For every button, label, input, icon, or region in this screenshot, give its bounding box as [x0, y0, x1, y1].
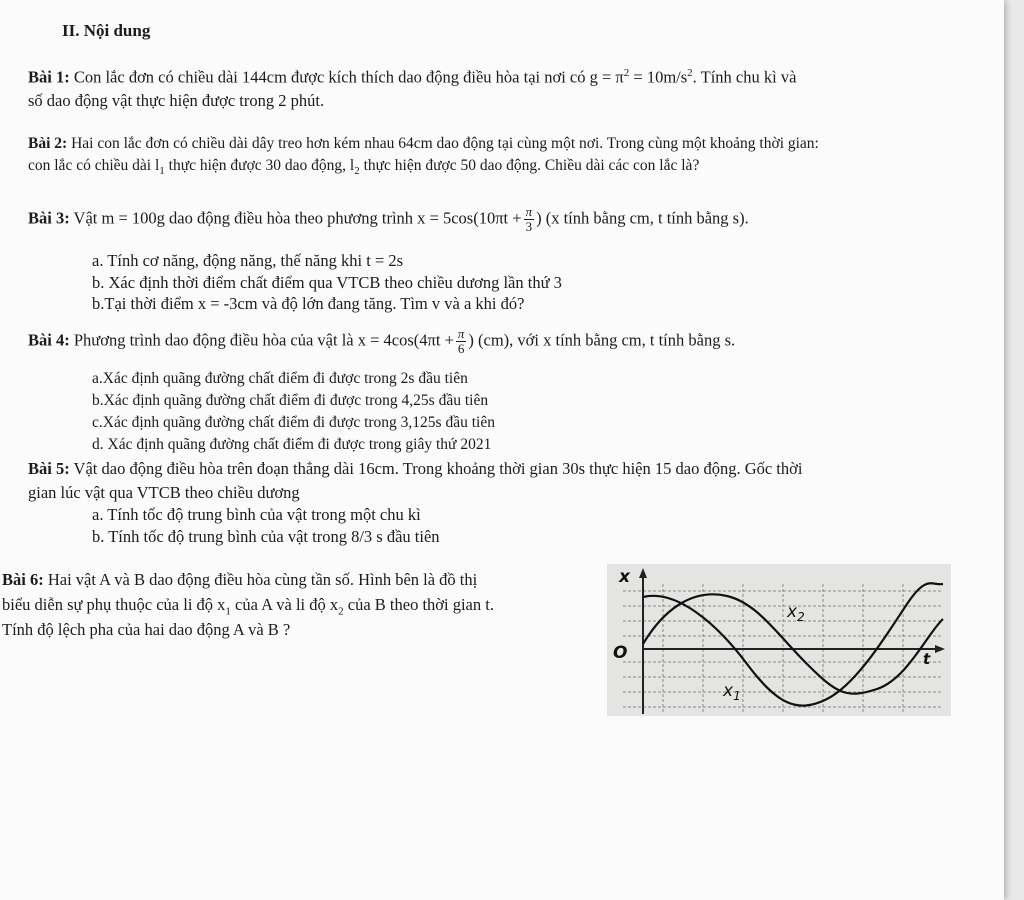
bai5-line1	[28, 458, 802, 479]
bai5-label: Bài 5:	[28, 459, 70, 478]
bai3-frac-den: 3	[525, 219, 533, 234]
bai2-line2-a: con lắc có chiều dài l	[28, 157, 160, 174]
bai3-item-b2: b.Tại thời điểm x = -3cm và độ lớn đang tăng. Tìm v và a khi đó?	[92, 294, 525, 313]
bai4-frac-den: 6	[457, 341, 465, 356]
bai6-line1	[2, 569, 477, 590]
bai2-text-1: Hai con lắc đơn có chiều dài dây treo hơn kém nhau 64cm dao động tại cùng một nơi. Trong cùng một khoảng thời gian:	[71, 135, 819, 152]
bai5-text-1: Vật dao động điều hòa trên đoạn thẳng dài 16cm. Trong khoảng thời gian 30s thực hiện 15 dao động. Gốc thời	[73, 459, 803, 478]
graph-label-x2-sub: 2	[797, 610, 805, 624]
bai6-line2-a: biểu diễn sự phụ thuộc của li độ x	[2, 595, 226, 614]
bai4-label: Bài 4:	[28, 330, 70, 350]
bai4-line1	[28, 327, 735, 356]
bai6-line2-b: của A và li độ x	[230, 595, 339, 614]
bai3-fraction	[524, 205, 535, 234]
bai4-fraction	[456, 327, 467, 356]
bai6-sub1: 1	[225, 605, 231, 618]
bai2-line2-b: thực hiện được 30 dao động, l	[164, 157, 355, 174]
bai4-text-b: ) (cm), với x tính bằng cm, t tính bằng s.	[468, 330, 736, 350]
bai2-line2	[28, 155, 699, 182]
oscillation-graph	[607, 564, 951, 716]
bai2-line1	[28, 133, 819, 154]
bai6-line2-c: của B theo thời gian t.	[343, 595, 494, 614]
bai2-line2-c: thực hiện được 50 dao động. Chiều dài các con lắc là?	[359, 157, 700, 174]
graph-label-x1	[722, 681, 741, 703]
bai5-item-b: b. Tính tốc độ trung bình của vật trong 8/3 s đầu tiên	[92, 527, 440, 546]
bai4-item-c: c.Xác định quãng đường chất điểm đi được trong 3,125s đầu tiên	[92, 414, 495, 431]
bai2-sub1: 1	[159, 165, 165, 178]
bai3-item-b: b. Xác định thời điểm chất điểm qua VTCB theo chiều dương lần thứ 3	[92, 273, 562, 292]
bai1-text-c: . Tính chu kì và	[692, 67, 797, 87]
bai3-text-b: ) (x tính bằng cm, t tính bằng s).	[536, 208, 749, 228]
graph-y-arrow	[639, 568, 647, 578]
graph-label-x1-sub: 1	[733, 689, 741, 703]
bai3-label: Bài 3:	[28, 208, 70, 228]
bai3-item-a: a. Tính cơ năng, động năng, thế năng khi t = 2s	[92, 251, 404, 270]
bai3-line1	[28, 205, 749, 234]
bai4-text-a: Phương trình dao động điều hòa của vật là x = 4cos(4πt +	[73, 330, 454, 350]
bai3-frac-num: π	[525, 204, 533, 219]
bai1-text-a: Con lắc đơn có chiều dài 144cm được kích thích dao động điều hòa tại nơi có g = π	[73, 67, 624, 87]
graph-label-t: t	[923, 650, 931, 668]
bai4-item-a: a.Xác định quãng đường chất điểm đi được trong 2s đầu tiên	[92, 370, 468, 387]
bai2-label: Bài 2:	[28, 135, 68, 152]
oscillation-graph-svg	[607, 564, 951, 716]
bai1-label: Bài 1:	[28, 67, 70, 87]
bai6-line3: Tính độ lệch pha của hai dao động A và B ?	[2, 620, 291, 639]
bai3-text-a: Vật m = 100g dao động điều hòa theo phương trình x = 5cos(10πt +	[73, 208, 522, 228]
bai5-item-a: a. Tính tốc độ trung bình của vật trong một chu kì	[92, 505, 421, 524]
bai6-label: Bài 6:	[2, 570, 44, 589]
bai4-item-d: d. Xác định quãng đường chất điểm đi được trong giây thứ 2021	[92, 436, 492, 453]
bai5-line2: gian lúc vật qua VTCB theo chiều dương	[28, 483, 300, 502]
bai1-text-b: = 10m/s	[629, 67, 688, 87]
bai2-sub2: 2	[354, 165, 360, 178]
graph-label-o: O	[613, 643, 628, 663]
bai1-sup2: 2	[687, 67, 693, 79]
bai4-frac-num: π	[457, 326, 465, 341]
bai6-text-1: Hai vật A và B dao động điều hòa cùng tần số. Hình bên là đồ thị	[47, 570, 478, 589]
bai4-item-b: b.Xác định quãng đường chất điểm đi được trong 4,25s đầu tiên	[92, 392, 489, 409]
graph-t-arrow	[935, 645, 945, 653]
graph-label-x1-main: x	[723, 681, 734, 701]
section-heading: II. Nội dung	[62, 21, 151, 40]
bai1-line1	[28, 63, 796, 88]
graph-label-x2	[786, 602, 805, 624]
bai6-sub2: 2	[338, 605, 344, 618]
bai1-sup: 2	[623, 67, 630, 79]
graph-label-x: x	[619, 567, 630, 587]
graph-label-x2-main: x	[787, 602, 798, 622]
bai1-line2: số dao động vật thực hiện được trong 2 phút.	[28, 91, 325, 110]
